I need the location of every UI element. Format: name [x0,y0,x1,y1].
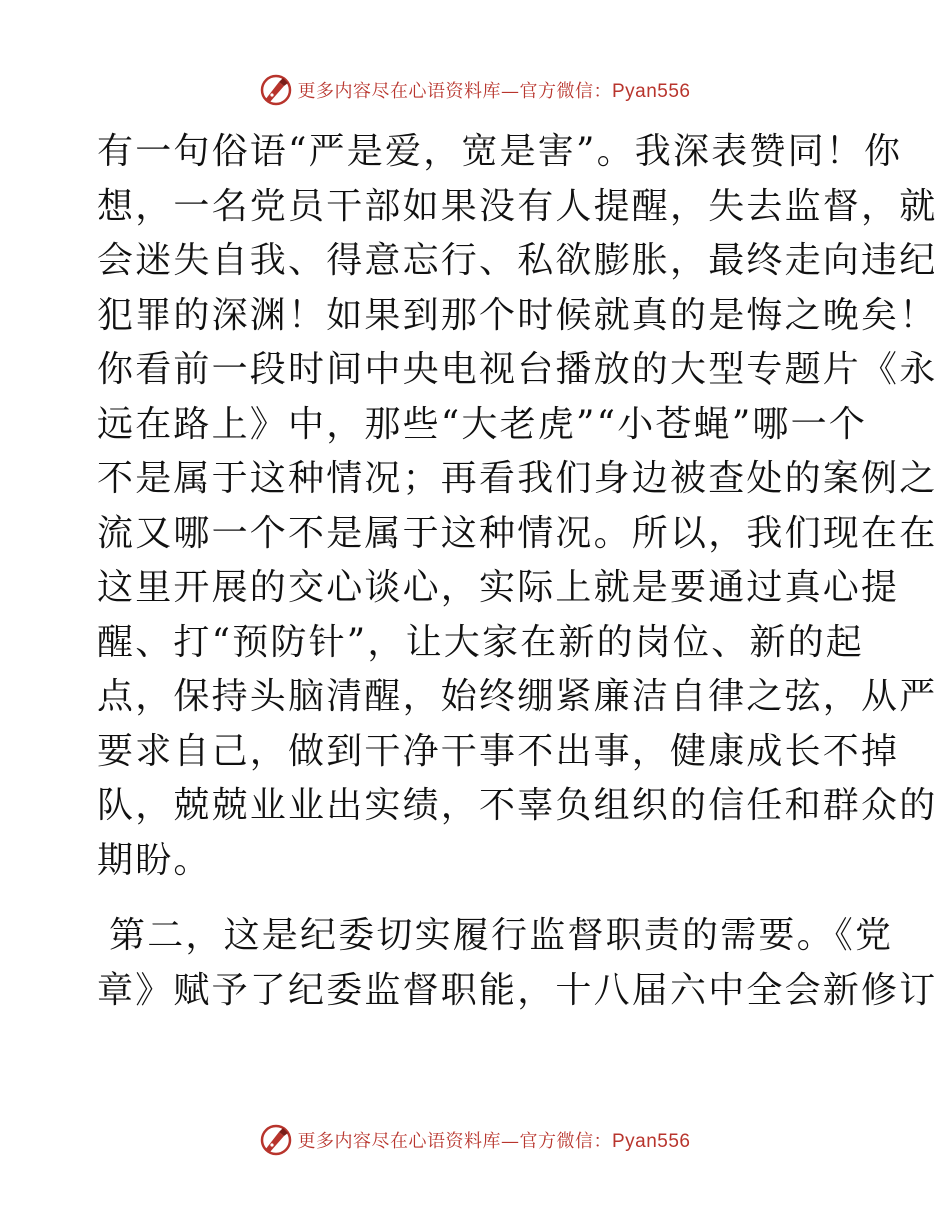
watermark-wechat-id: Pyan556 [611,81,691,102]
text-line: 期盼。 [97,839,212,881]
watermark-text [297,1127,690,1153]
text-line: 要求自己，做到干净干事不出事，健康成长不掉 [97,730,900,772]
body-text [97,125,938,1018]
text-line: 点，保持头脑清醒，始终绷紧廉洁自律之弦，从严 [97,676,938,717]
text-line: 流又哪一个不是属于这种情况。所以，我们现在在 [97,512,938,554]
watermark-prefix: 更多内容尽在心语资料库—官方微信： [297,1131,612,1152]
text-line: 醒、打“预防针”，让大家在新的岗位、新的起 [97,621,865,663]
watermark-text [297,77,690,103]
watermark-wechat-id: Pyan556 [611,1131,691,1152]
text-line: 有一句俗语“严是爱，宽是害”。我深表赞同！你 [97,131,903,172]
text-line: 会迷失自我、得意忘行、私欲膨胀，最终走向违纪 [97,240,938,281]
text-line: 不是属于这种情况；再看我们身边被查处的案例之 [97,458,938,499]
paragraph-spacer [97,888,857,909]
text-line: 犯罪的深渊！如果到那个时候就真的是悔之晚矣！ [97,294,938,336]
header-watermark [0,72,950,108]
pen-logo-icon [259,1123,293,1157]
paragraph-2 [97,909,938,1018]
paragraph-1 [97,125,938,888]
text-line: 远在路上》中，那些“大老虎”“小苍蝇”哪一个 [97,403,868,445]
footer-watermark [0,1122,950,1158]
text-line: 这里开展的交心谈心，实际上就是要通过真心提 [97,567,900,608]
text-line: 想，一名党员干部如果没有人提醒，失去监督，就 [97,185,938,227]
text-line: 第二，这是纪委切实履行监督职责的需要。《党 [109,915,894,956]
text-line: 队，兢兢业业出实绩，不辜负组织的信任和群众的 [97,785,938,826]
pen-logo-icon [259,73,293,107]
text-line: 章》赋予了纪委监督职能，十八届六中全会新修订 [97,969,938,1011]
watermark-prefix: 更多内容尽在心语资料库—官方微信： [297,81,612,102]
text-line: 你看前一段时间中央电视台播放的大型专题片《永 [97,349,938,390]
